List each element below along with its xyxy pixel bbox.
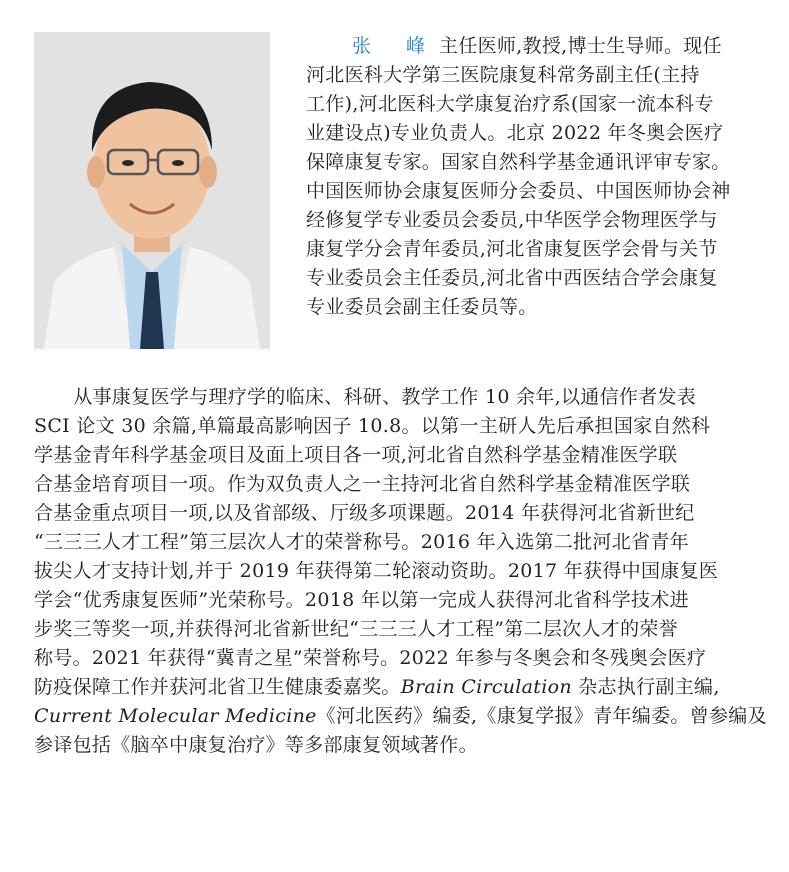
bio-line-15: 合基金重点项目一项,以及省部级、厅级多项课题。2014 年获得河北省新世纪 xyxy=(34,502,695,524)
bio-line-9: 专业委员会主任委员,河北省中西医结合学会康复 xyxy=(306,267,718,289)
bio-line-22 xyxy=(34,704,767,728)
bio-line-20: 称号。2021 年获得“冀青之星”荣誉称号。2022 年参与冬奥会和冬残奥会医疗 xyxy=(34,647,707,669)
portrait-photo xyxy=(34,32,270,349)
bio-line-14: 合基金培育项目一项。作为双负责人之一主持河北省自然科学基金精准医学联 xyxy=(34,473,691,495)
bio-line-16: “三三三人才工程”第三层次人才的荣誉称号。2016 年入选第二批河北省青年 xyxy=(34,531,689,553)
bio-line-19: 步奖三等奖一项,并获得河北省新世纪“三三三人才工程”第二层次人才的荣誉 xyxy=(34,618,678,640)
portrait-illustration xyxy=(34,32,270,349)
bio-line-2: 河北医科大学第三医院康复科常务副主任(主持 xyxy=(306,64,700,86)
bio-line-11: 从事康复医学与理疗学的临床、科研、教学工作 10 余年,以通信作者发表 xyxy=(54,386,697,408)
bio-line-5: 保障康复专家。国家自然科学基金通讯评审专家。 xyxy=(306,151,731,173)
line-text: 杂志执行副主编, xyxy=(571,676,720,698)
bio-line-6: 中国医师协会康复医师分会委员、中国医师协会神 xyxy=(306,180,731,202)
bio-line-17: 拔尖人才支持计划,并于 2019 年获得第二轮滚动资助。2017 年获得中国康复医 xyxy=(34,560,719,582)
line-text: 防疫保障工作并获河北省卫生健康委嘉奖。 xyxy=(34,676,401,698)
bio-line-3: 工作),河北医科大学康复治疗系(国家一流本科专 xyxy=(306,93,714,115)
bio-line-23: 参译包括《脑卒中康复治疗》等多部康复领域著作。 xyxy=(34,734,478,756)
bio-line-18: 学会“优秀康复医师”光荣称号。2018 年以第一完成人获得河北省科学技术进 xyxy=(34,589,689,611)
bio-line-7: 经修复学专业委员会委员,中华医学会物理医学与 xyxy=(306,209,718,231)
bio-line-13: 学基金青年科学基金项目及面上项目各一项,河北省自然科学基金精准医学联 xyxy=(34,444,678,466)
bio-line-10: 专业委员会副主任委员等。 xyxy=(306,296,538,318)
doctor-name: 张 峰 xyxy=(352,35,434,57)
bio-line-21 xyxy=(34,675,720,699)
bio-line-4: 业建设点)专业负责人。北京 2022 年冬奥会医疗 xyxy=(306,122,724,144)
bio-line-1 xyxy=(352,34,722,58)
journal-title: Current Molecular Medicine xyxy=(34,705,317,727)
line-text: 主任医师,教授,博士生导师。现任 xyxy=(439,35,722,57)
line-text: 《河北医药》编委,《康复学报》青年编委。曾参编及 xyxy=(316,705,767,727)
journal-title: Brain Circulation xyxy=(400,676,572,698)
bio-line-12: SCI 论文 30 余篇,单篇最高影响因子 10.8。以第一主研人先后承担国家自然科 xyxy=(34,415,711,437)
bio-line-8: 康复学分会青年委员,河北省康复医学会骨与关节 xyxy=(306,238,718,260)
